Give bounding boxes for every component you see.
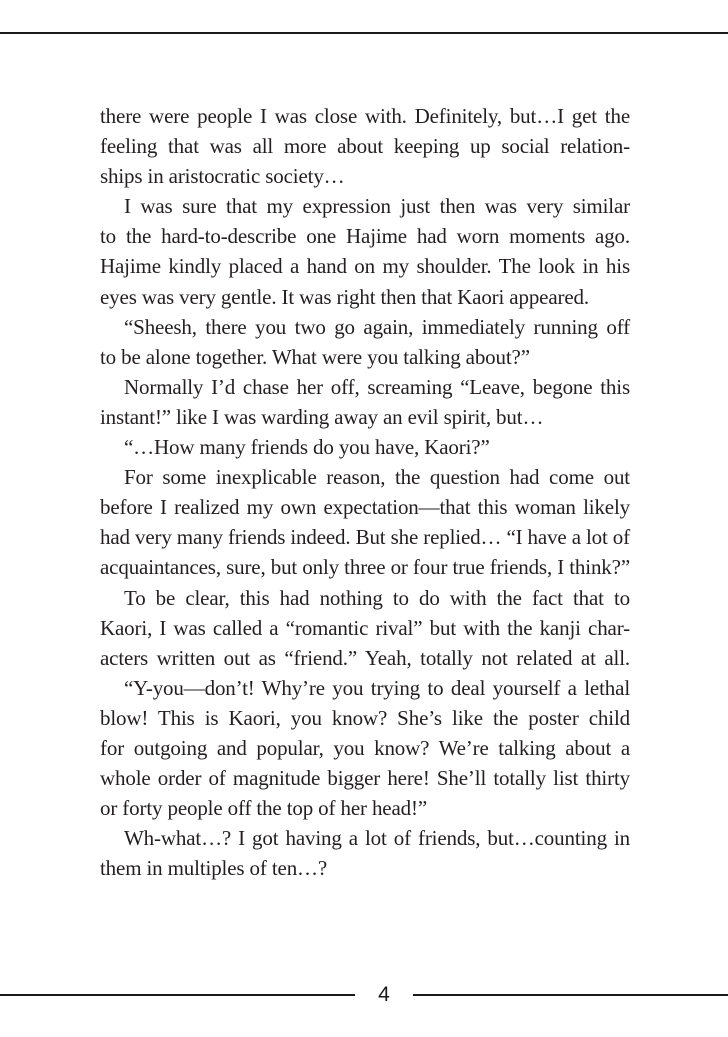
text-line: there were people I was close with. Definitely, but…I get the: [100, 104, 630, 128]
text-line: acters written out as “friend.” Yeah, totally not related at all.: [100, 645, 630, 670]
text-line: feeling that was all more about keeping up social relation-: [100, 134, 630, 159]
text-line: Normally I’d chase her off, screaming “Leave, begone this: [124, 374, 630, 399]
text-line: I was sure that my expression just then was very similar: [124, 194, 630, 219]
paragraph: [100, 823, 630, 883]
text-line: To be clear, this had nothing to do with the fact that to: [124, 585, 630, 610]
paragraph: [100, 101, 630, 191]
text-line: blow! This is Kaori, you know? She’s like the poster child: [100, 705, 630, 730]
text-line: to be alone together. What were you talking about?”: [100, 344, 530, 369]
text-line: Wh-what…? I got having a lot of friends, but…counting in: [124, 826, 630, 851]
paragraph: [100, 673, 630, 823]
footer-rule-left: [0, 994, 355, 996]
paragraph: [100, 191, 630, 311]
text-line: whole order of magnitude bigger here! She’ll totally list thirty: [100, 766, 630, 791]
text-line: to the hard-to-describe one Hajime had worn moments ago.: [100, 224, 630, 249]
paragraph: [100, 462, 630, 582]
text-line: Hajime kindly placed a hand on my shoulder. The look in his: [100, 254, 630, 279]
paragraph: [100, 583, 630, 673]
text-line: eyes was very gentle. It was right then that Kaori appeared.: [100, 284, 589, 309]
text-line: acquaintances, sure, but only three or four true friends, I think?”: [100, 555, 630, 580]
paragraph: [100, 372, 630, 432]
text-line: “…How many friends do you have, Kaori?”: [124, 435, 490, 460]
text-line: them in multiples of ten…?: [100, 856, 328, 881]
text-line: “Y-you—don’t! Why’re you trying to deal yourself a lethal: [124, 675, 630, 700]
paragraph: [100, 432, 630, 462]
page-footer: [0, 980, 728, 1010]
header-rule: [0, 32, 728, 34]
page-number: 4: [378, 983, 390, 1006]
text-line: for outgoing and popular, you know? We’re talking about a: [100, 735, 630, 760]
text-line: ships in aristocratic society…: [100, 164, 345, 189]
text-line: or forty people off the top of her head!”: [100, 796, 427, 821]
footer-rule-right: [413, 994, 728, 996]
page-body: [100, 101, 630, 883]
paragraph: [100, 312, 630, 372]
text-line: For some inexplicable reason, the question had come out: [124, 465, 630, 490]
text-line: instant!” like I was warding away an evil spirit, but…: [100, 404, 544, 429]
text-line: “Sheesh, there you two go again, immediately running off: [124, 314, 630, 339]
text-line: before I realized my own expectation—that this woman likely: [100, 495, 630, 520]
text-line: Kaori, I was called a “romantic rival” but with the kanji char-: [100, 615, 630, 640]
text-line: had very many friends indeed. But she replied… “I have a lot of: [100, 525, 630, 550]
